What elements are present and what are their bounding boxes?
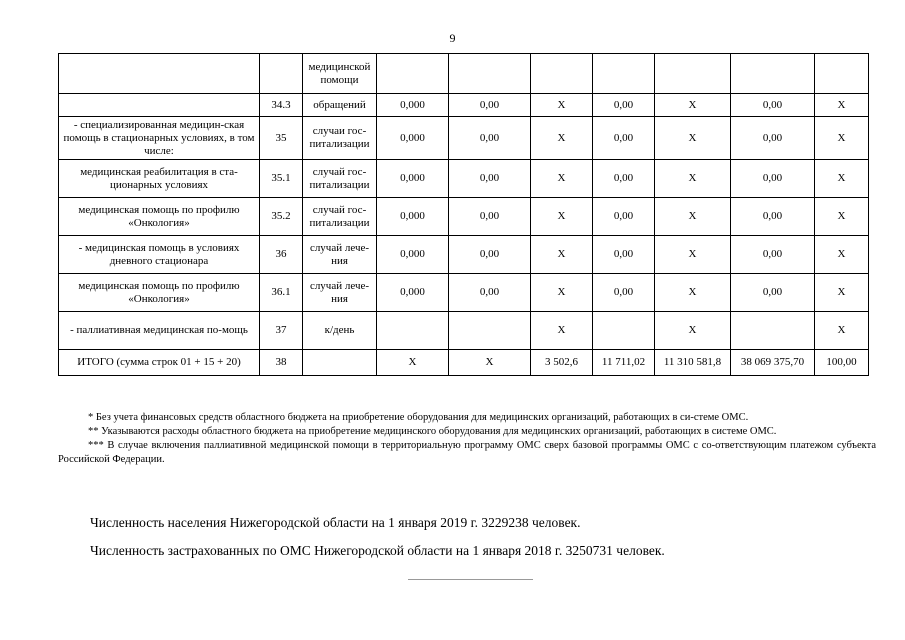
row-code: 37 bbox=[260, 312, 303, 350]
value-cell: Х bbox=[449, 350, 531, 376]
row-name: - специализированная медицин-ская помощь в стационарных условиях, в том числе: bbox=[59, 117, 260, 160]
value-cell bbox=[731, 54, 815, 94]
insured-statement: Численность застрахованных по ОМС Нижегородской области на 1 января 2018 г. 3250731 человек. bbox=[90, 543, 665, 558]
value-cell bbox=[593, 54, 655, 94]
value-cell: 0,000 bbox=[377, 198, 449, 236]
row-code: 36.1 bbox=[260, 274, 303, 312]
value-cell: 0,00 bbox=[593, 117, 655, 160]
financing-table bbox=[58, 53, 869, 376]
value-cell: Х bbox=[815, 274, 869, 312]
value-cell: 0,000 bbox=[377, 94, 449, 117]
value-cell: 0,00 bbox=[449, 160, 531, 198]
table-row bbox=[59, 117, 869, 160]
value-cell: 0,00 bbox=[449, 94, 531, 117]
value-cell: 0,00 bbox=[449, 274, 531, 312]
value-cell: Х bbox=[815, 312, 869, 350]
value-cell: 0,000 bbox=[377, 117, 449, 160]
value-cell: 0,00 bbox=[731, 274, 815, 312]
value-cell: Х bbox=[655, 312, 731, 350]
footnote: *** В случае включения паллиативной медицинской помощи в территориальную программу ОМС сверх базовой программы ОМС с со-ответствующим платежом субъекта Российской Федерации. bbox=[58, 440, 876, 465]
unit-cell: медицинской помощи bbox=[303, 54, 377, 94]
value-cell: 0,00 bbox=[593, 274, 655, 312]
footnote: * Без учета финансовых средств областного бюджета на приобретение оборудования для медицинских организаций, работающих в си-стеме ОМС. bbox=[88, 412, 749, 423]
table-row bbox=[59, 198, 869, 236]
value-cell: 0,00 bbox=[449, 198, 531, 236]
value-cell bbox=[731, 312, 815, 350]
value-cell: 0,00 bbox=[593, 198, 655, 236]
value-cell: 0,00 bbox=[731, 94, 815, 117]
table-row bbox=[59, 312, 869, 350]
value-cell: 0,00 bbox=[731, 198, 815, 236]
row-code: 35.2 bbox=[260, 198, 303, 236]
value-cell: Х bbox=[377, 350, 449, 376]
row-name: - паллиативная медицинская по-мощь bbox=[59, 312, 260, 350]
footnote: ** Указываются расходы областного бюджета на приобретение медицинского оборудования для медицинских организаций, работающих в системе ОМС. bbox=[88, 426, 777, 437]
unit-cell: случай лече-ния bbox=[303, 274, 377, 312]
value-cell: 11 310 581,8 bbox=[655, 350, 731, 376]
row-name: медицинская реабилитация в ста-ционарных условиях bbox=[59, 160, 260, 198]
row-name bbox=[59, 54, 260, 94]
value-cell bbox=[377, 312, 449, 350]
row-name: медицинская помощь по профилю «Онкология» bbox=[59, 198, 260, 236]
unit-cell: случай гос-питализации bbox=[303, 160, 377, 198]
value-cell: Х bbox=[655, 117, 731, 160]
value-cell bbox=[815, 54, 869, 94]
value-cell: 38 069 375,70 bbox=[731, 350, 815, 376]
table-row bbox=[59, 236, 869, 274]
value-cell: 0,00 bbox=[593, 160, 655, 198]
value-cell: Х bbox=[815, 94, 869, 117]
row-name: медицинская помощь по профилю «Онкология» bbox=[59, 274, 260, 312]
row-code bbox=[260, 54, 303, 94]
value-cell: 0,000 bbox=[377, 160, 449, 198]
row-name bbox=[59, 94, 260, 117]
value-cell: Х bbox=[815, 236, 869, 274]
unit-cell: случай гос-питализации bbox=[303, 198, 377, 236]
value-cell bbox=[593, 312, 655, 350]
row-code: 35 bbox=[260, 117, 303, 160]
value-cell bbox=[531, 54, 593, 94]
row-name: - медицинская помощь в условиях дневного стационара bbox=[59, 236, 260, 274]
value-cell bbox=[655, 54, 731, 94]
value-cell: 3 502,6 bbox=[531, 350, 593, 376]
row-name: ИТОГО (сумма строк 01 + 15 + 20) bbox=[59, 350, 260, 376]
footnotes bbox=[58, 411, 876, 467]
value-cell: 0,00 bbox=[731, 236, 815, 274]
value-cell: Х bbox=[655, 160, 731, 198]
value-cell: 11 711,02 bbox=[593, 350, 655, 376]
value-cell: 0,00 bbox=[449, 236, 531, 274]
table-row bbox=[59, 94, 869, 117]
unit-cell: к/день bbox=[303, 312, 377, 350]
value-cell: Х bbox=[531, 117, 593, 160]
table-row bbox=[59, 274, 869, 312]
value-cell: Х bbox=[815, 117, 869, 160]
population-statement: Численность населения Нижегородской области на 1 января 2019 г. 3229238 человек. bbox=[90, 515, 581, 530]
value-cell: Х bbox=[815, 160, 869, 198]
value-cell: 0,00 bbox=[731, 160, 815, 198]
row-code: 35.1 bbox=[260, 160, 303, 198]
value-cell bbox=[449, 312, 531, 350]
value-cell bbox=[449, 54, 531, 94]
value-cell: 0,00 bbox=[593, 236, 655, 274]
value-cell: Х bbox=[531, 94, 593, 117]
table-row bbox=[59, 160, 869, 198]
value-cell: Х bbox=[531, 160, 593, 198]
value-cell: Х bbox=[655, 236, 731, 274]
row-code: 38 bbox=[260, 350, 303, 376]
value-cell bbox=[377, 54, 449, 94]
unit-cell: случаи гос-питализации bbox=[303, 117, 377, 160]
value-cell: 0,00 bbox=[731, 117, 815, 160]
value-cell: 100,00 bbox=[815, 350, 869, 376]
value-cell: Х bbox=[531, 312, 593, 350]
value-cell: 0,000 bbox=[377, 236, 449, 274]
value-cell: Х bbox=[531, 236, 593, 274]
unit-cell bbox=[303, 350, 377, 376]
row-code: 34.3 bbox=[260, 94, 303, 117]
page-number: 9 bbox=[449, 31, 456, 45]
row-code: 36 bbox=[260, 236, 303, 274]
value-cell: Х bbox=[531, 198, 593, 236]
value-cell: 0,00 bbox=[593, 94, 655, 117]
table-row bbox=[59, 54, 869, 94]
divider-line bbox=[408, 579, 533, 580]
value-cell: Х bbox=[655, 274, 731, 312]
unit-cell: случай лече-ния bbox=[303, 236, 377, 274]
value-cell: Х bbox=[655, 94, 731, 117]
table-row-total bbox=[59, 350, 869, 376]
value-cell: Х bbox=[815, 198, 869, 236]
value-cell: Х bbox=[655, 198, 731, 236]
value-cell: 0,000 bbox=[377, 274, 449, 312]
value-cell: 0,00 bbox=[449, 117, 531, 160]
value-cell: Х bbox=[531, 274, 593, 312]
unit-cell: обращений bbox=[303, 94, 377, 117]
